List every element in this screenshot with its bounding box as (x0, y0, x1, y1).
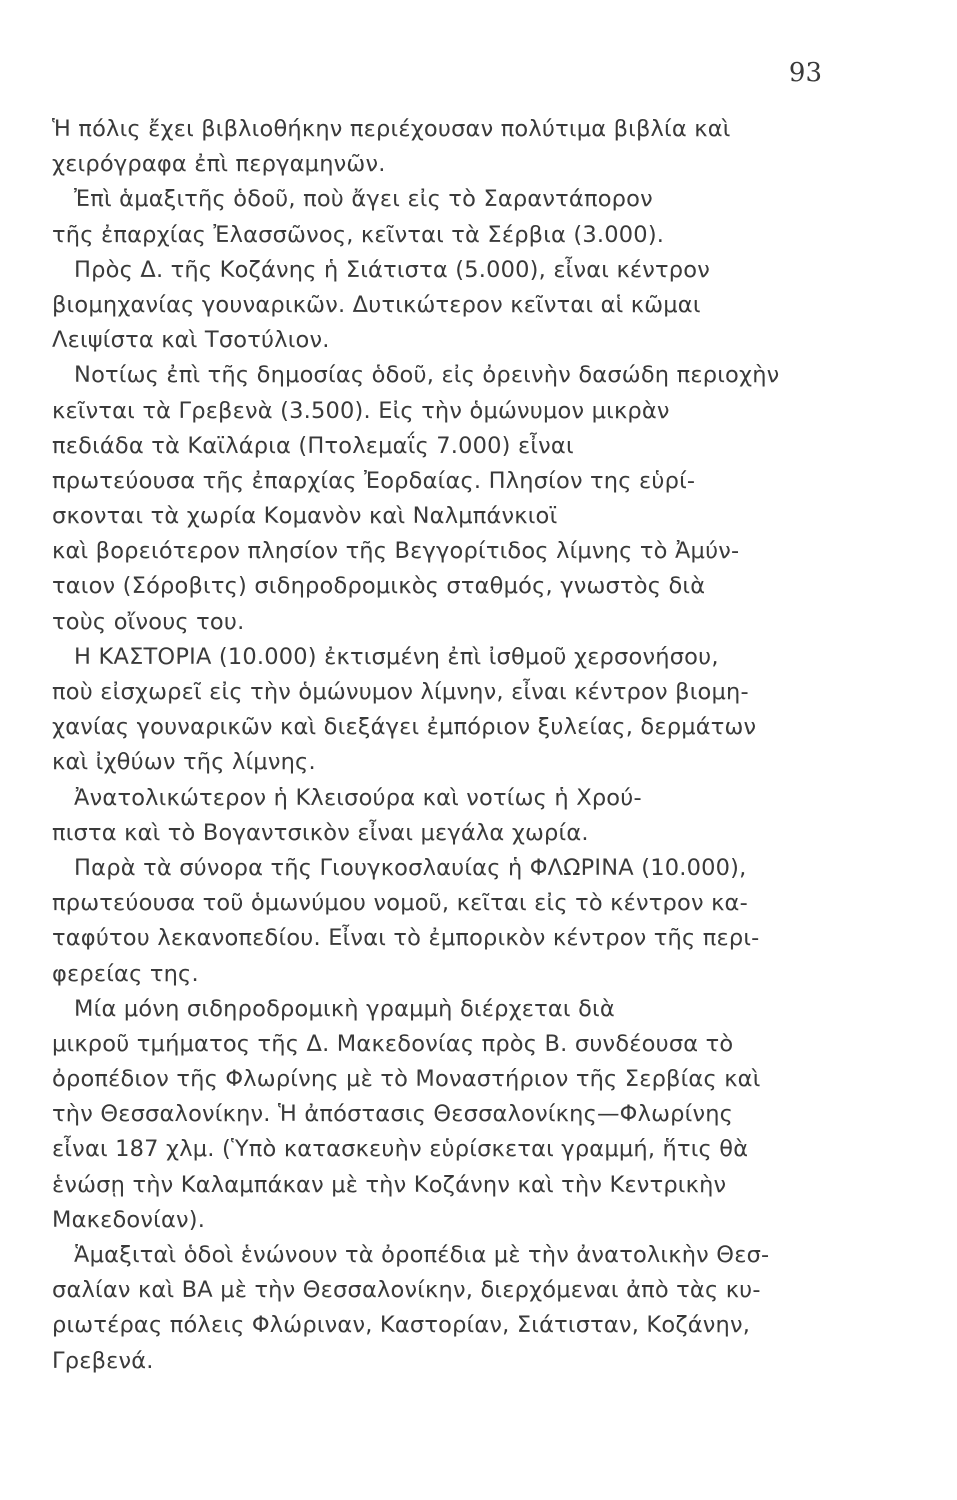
text-line: Ἡ πόλις ἔχει βιβλιοθήκην περιέχουσαν πολύτιμα βιβλία καὶ (52, 116, 731, 142)
text-line: Η ΚΑΣΤΟΡΙΑ (10.000) ἐκτισμένη ἐπὶ ἰσθμοῦ χερσονήσου, (52, 643, 719, 670)
text-line: Παρὰ τὰ σύνορα τῆς Γιουγκοσλαυίας ἡ ΦΛΩΡΙΝΑ (10.000), (52, 854, 747, 881)
text-line: σαλίαν καὶ ΒΑ μὲ τὴν Θεσσαλονίκην, διερχόμεναι ἀπὸ τὰς κυ- (52, 1277, 761, 1304)
text-line: Ἐπὶ ἁμαξιτῆς ὁδοῦ, ποὺ ἄγει εἰς τὸ Σαραντάπορον (52, 186, 653, 213)
text-line: ἑνώσῃ τὴν Καλαμπάκαν μὲ τὴν Κοζάνην καὶ τὴν Κεντρικὴν (52, 1171, 727, 1198)
text-line: βιομηχανίας γουναρικῶν. Δυτικώτερον κεῖνται αἱ κῶμαι (52, 291, 701, 318)
text-line: ὀροπέδιον τῆς Φλωρίνης μὲ τὸ Μοναστήριον τῆς Σερβίας καὶ (52, 1066, 761, 1093)
text-line: φερείας της. (52, 960, 199, 987)
text-line: πρωτεύουσα τῆς ἐπαρχίας Ἐορδαίας. Πλησίον της εὑρί- (52, 467, 696, 494)
text-line: τὴν Θεσσαλονίκην. Ἡ ἀπόστασις Θεσσαλονίκης—Φλωρίνης (52, 1101, 734, 1128)
text-line: μικροῦ τμήματος τῆς Δ. Μακεδονίας πρὸς Β. συνδέουσα τὸ (52, 1030, 734, 1057)
text-line: σκονται τὰ χωρία Κομανὸν καὶ Ναλμπάνκιοϊ (52, 503, 558, 530)
text-line: κεῖνται τὰ Γρεβενὰ (3.500). Εἰς τὴν ὁμώνυμον μικρὰν (52, 397, 670, 424)
text-line: Πρὸς Δ. τῆς Κοζάνης ἡ Σιάτιστα (5.000), εἶναι κέντρον (52, 256, 711, 283)
body-text (52, 112, 852, 1379)
text-line: καὶ ἰχθύων τῆς λίμνης. (52, 749, 316, 776)
text-line: ταιον (Σόροβιτς) σιδηροδρομικὸς σταθμός, γνωστὸς διὰ (52, 573, 706, 600)
text-line: ριωτέρας πόλεις Φλώριναν, Καστορίαν, Σιάτισταν, Κοζάνην, (52, 1312, 751, 1339)
text-line: Ἁμαξιταὶ ὁδοὶ ἑνώνουν τὰ ὀροπέδια μὲ τὴν ἀνατολικὴν Θεσ- (52, 1242, 770, 1268)
text-line: Ἀνατολικώτερον ἡ Κλεισούρα καὶ νοτίως ἡ Χρού- (52, 784, 642, 811)
text-line: τῆς ἐπαρχίας Ἐλασσῶνος, κεῖνται τὰ Σέρβια (3.000). (52, 221, 665, 248)
text-line: πεδιάδα τὰ Καϊλάρια (Πτολεμαΐς 7.000) εἶναι (52, 432, 574, 459)
page-number: 93 (788, 58, 822, 88)
text-line: Μακεδονίαν). (52, 1206, 206, 1233)
text-line: χανίας γουναρικῶν καὶ διεξάγει ἐμπόριον ξυλείας, δερμάτων (52, 714, 757, 741)
text-line: ταφύτου λεκανοπεδίου. Εἶναι τὸ ἐμπορικὸν κέντρον τῆς περι- (52, 925, 760, 952)
text-line: Νοτίως ἐπὶ τῆς δημοσίας ὁδοῦ, εἰς ὀρεινὴν δασώδη περιοχὴν (52, 362, 780, 389)
text-line: πρωτεύουσα τοῦ ὁμωνύμου νομοῦ, κεῖται εἰς τὸ κέντρον κα- (52, 890, 748, 917)
text-line: εἶναι 187 χλμ. (Ὑπὸ κατασκευὴν εὑρίσκεται γραμμή, ἥτις θὰ (52, 1136, 749, 1163)
text-line: τοὺς οἴνους του. (52, 608, 245, 635)
text-line: Λειψίστα καὶ Τσοτύλιον. (52, 327, 330, 354)
text-line: Γρεβενά. (52, 1347, 154, 1374)
text-line: πιστα καὶ τὸ Βογαντσικὸν εἶναι μεγάλα χωρία. (52, 819, 589, 846)
text-line: Μία μόνη σιδηροδρομικὴ γραμμὴ διέρχεται διὰ (52, 995, 615, 1022)
text-line: καὶ βορειότερον πλησίον τῆς Βεγγορίτιδος λίμνης τὸ Ἀμύν- (52, 538, 740, 565)
text-line: ποὺ εἰσχωρεῖ εἰς τὴν ὁμώνυμον λίμνην, εἶναι κέντρον βιομη- (52, 679, 749, 705)
text-line: χειρόγραφα ἐπὶ περγαμηνῶν. (52, 151, 386, 178)
